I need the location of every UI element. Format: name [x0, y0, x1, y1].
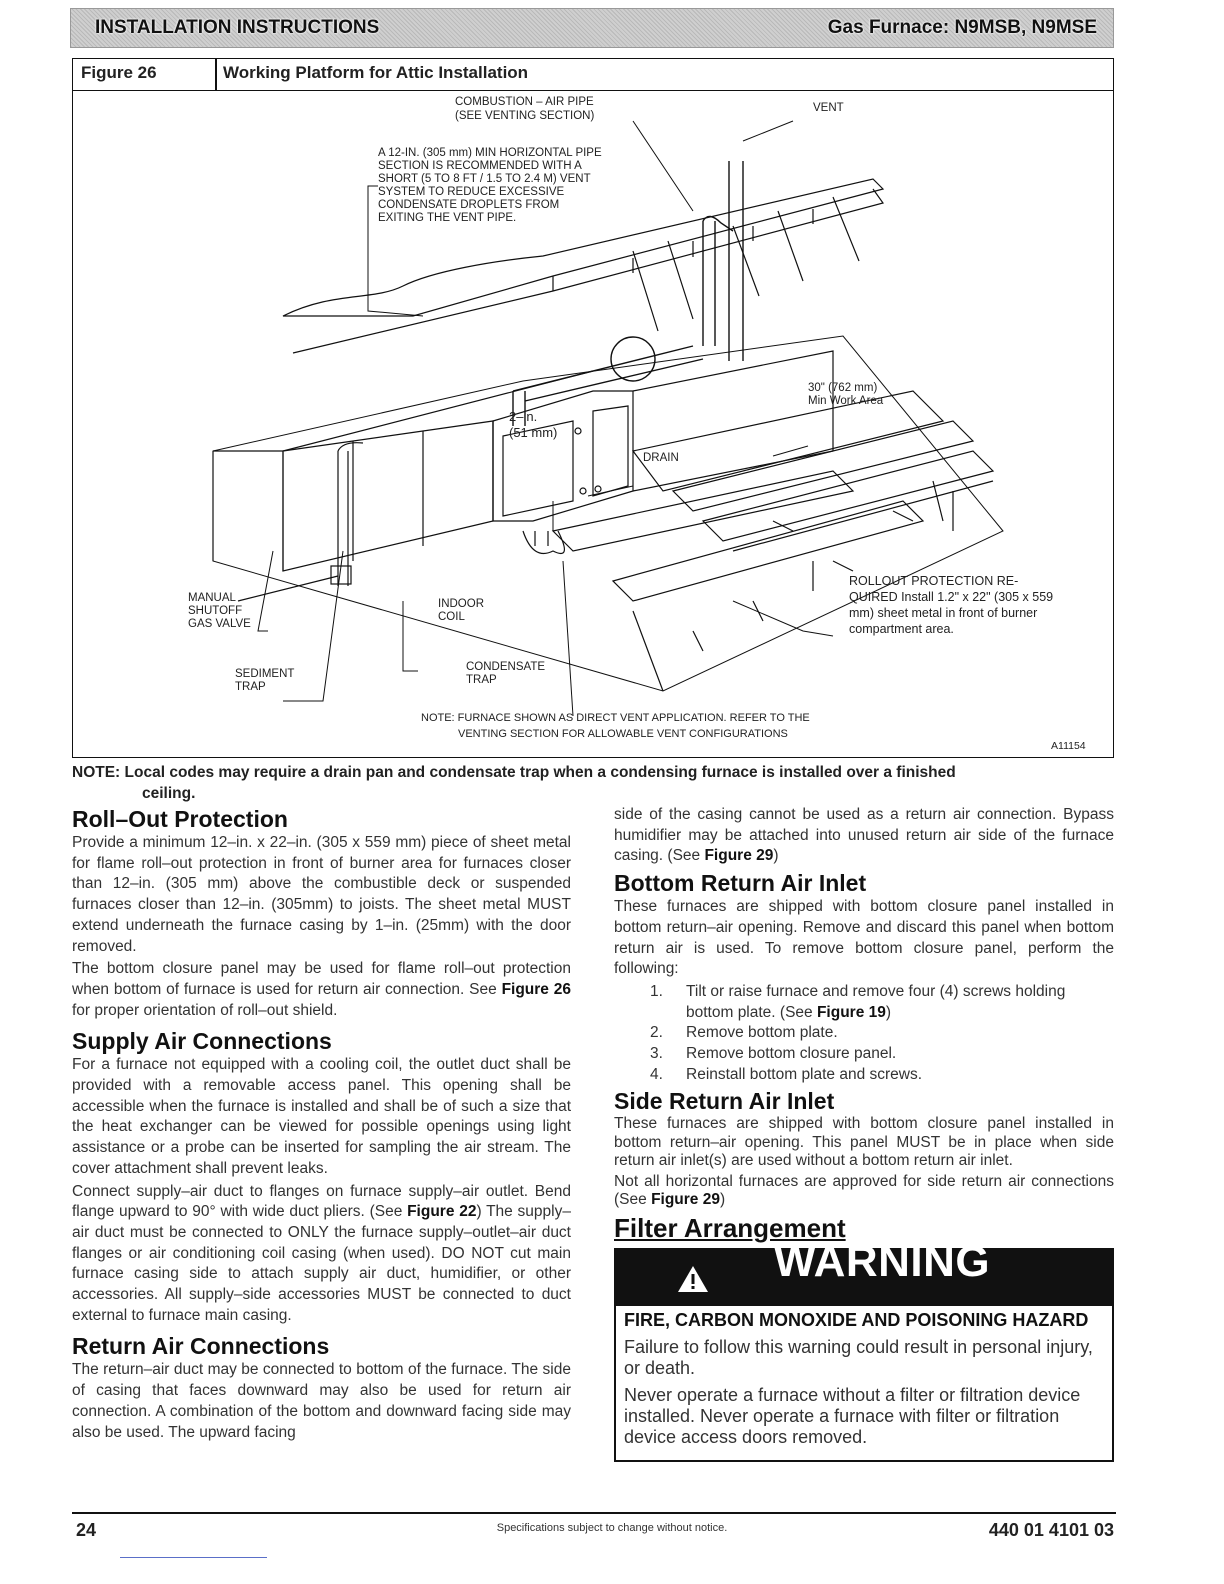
diagram-labels	[188, 96, 1086, 752]
label-clearance-1: 2–in.	[509, 409, 538, 424]
side-return-paragraph-1: These furnaces are shipped with bottom closure panel installed in bottom return–air opening. This panel MUST be in place when side return air inlet(s) are used without a bottom return air inlet.	[614, 1115, 1114, 1170]
footer-rule	[72, 1512, 1116, 1514]
note-line-1: Local codes may require a drain pan and condensate trap when a condensing furnace is installed over a finished	[124, 764, 956, 781]
note-prefix: NOTE:	[72, 764, 121, 781]
label-work-area: Min Work Area	[808, 395, 884, 407]
warning-hazard: FIRE, CARBON MONOXIDE AND POISONING HAZARD	[624, 1309, 1089, 1330]
warning-title: WARNING	[774, 1236, 991, 1286]
bottom-return-paragraph: These furnaces are shipped with bottom closure panel installed in bottom return–air opening. Remove and discard this panel when bottom return air is used. To remove bottom closure panel, perform the following:	[614, 898, 1114, 978]
gas-pipe	[238, 443, 363, 601]
indoor-coil-duct	[283, 421, 493, 571]
label-horizontal-pipe-4: SYSTEM TO REDUCE EXCESSIVE	[378, 186, 565, 198]
note-line-2: ceiling.	[142, 785, 196, 802]
figure-number: Figure 26	[81, 63, 157, 82]
label-see-venting: (SEE VENTING SECTION)	[455, 110, 595, 122]
supply-paragraph-2: Connect supply–air duct to flanges on furnace supply–air outlet. Bend flange upward to 90° with wide duct pliers. (See Figure 22) The supply–air duct must be connected to ONLY the furnace supply–outlet–air duct flanges or air conditioning coil casing (when used). DO NOT cut main furnace casing side to attach supply air duct, humidifier, or other accessories. All supply–side accessories MUST be connected to duct external to furnace main casing.	[72, 1182, 571, 1324]
label-horizontal-pipe-6: EXITING THE VENT PIPE.	[378, 212, 517, 224]
label-sediment-1: SEDIMENT	[235, 668, 295, 680]
label-combustion-air-pipe: COMBUSTION – AIR PIPE	[455, 96, 594, 108]
label-drain: DRAIN	[643, 452, 679, 464]
warning-header	[616, 1236, 1112, 1306]
label-work-area-size: 30" (762 mm)	[808, 382, 878, 394]
label-condensate-2: TRAP	[466, 674, 497, 686]
figure-22-reference: Figure 22	[407, 1203, 477, 1221]
page-number: 24	[76, 1520, 97, 1540]
figure-29-reference: Figure 29	[704, 847, 774, 865]
label-horizontal-pipe-3: SHORT (5 TO 8 FT / 1.5 TO 2.4 M) VENT	[378, 173, 591, 185]
finished-ceiling-note	[72, 762, 1116, 804]
left-column	[72, 805, 571, 1445]
label-horizontal-pipe-2: SECTION IS RECOMMENDED WITH A	[378, 160, 582, 172]
return-paragraph-1: The return–air duct may be connected to bottom of the furnace. The side of casing that faces downward may also be used for return air connection. A combination of the bottom and downward facing side may also be used. The upward facing	[72, 1361, 571, 1441]
footer-note: Specifications subject to change without notice.	[496, 1522, 728, 1534]
label-note-2: VENTING SECTION FOR ALLOWABLE VENT CONFIGURATIONS	[458, 728, 788, 740]
label-rollout-2: QUIRED Install 1.2" x 22" (305 x 559	[849, 590, 1054, 604]
list-item: 4. Reinstall bottom plate and screws.	[650, 1065, 923, 1083]
rollout-heading: Roll–Out Protection	[72, 806, 288, 832]
header-title: INSTALLATION INSTRUCTIONS	[95, 17, 380, 38]
warning-box	[614, 1236, 1114, 1462]
list-item: 3. Remove bottom closure panel.	[650, 1045, 897, 1063]
label-rollout-4: compartment area.	[849, 622, 954, 636]
warning-paragraph-1: Failure to follow this warning could result in personal injury, or death.	[624, 1336, 1093, 1378]
label-rollout-1: ROLLOUT PROTECTION RE-	[849, 574, 1019, 588]
supply-heading: Supply Air Connections	[72, 1028, 332, 1055]
figure-header-divider	[215, 59, 217, 91]
label-horizontal-pipe-1: A 12-IN. (305 mm) MIN HORIZONTAL PIPE	[378, 147, 602, 159]
list-item: 2. Remove bottom plate.	[650, 1024, 838, 1042]
label-note-1: NOTE: FURNACE SHOWN AS DIRECT VENT APPLICATION. REFER TO THE	[421, 712, 810, 724]
label-sediment-2: TRAP	[235, 681, 266, 693]
bottom-return-heading: Bottom Return Air Inlet	[614, 870, 867, 897]
bottom-return-steps	[614, 982, 1114, 1086]
rollout-paragraph-1: Provide a minimum 12–in. x 22–in. (305 x 559 mm) piece of sheet metal for flame roll–out protection in front of burner area for furnaces closer than 12–in. (305 mm) above the combustible deck or suspended furnaces closer than 12–in. (305mm) to joists. The sheet metal MUST extend underneath the furnace casing by 1–in. (25mm) with the door removed.	[72, 834, 571, 955]
side-return-heading: Side Return Air Inlet	[614, 1088, 835, 1115]
header-product: Gas Furnace: N9MSB, N9MSE	[827, 17, 1097, 38]
header-bar	[70, 8, 1114, 48]
roof-rafters	[283, 179, 883, 353]
return-heading: Return Air Connections	[72, 1333, 330, 1360]
figure-title: Working Platform for Attic Installation	[223, 63, 529, 82]
attic-installation-diagram	[73, 91, 1113, 756]
right-column	[614, 805, 1114, 1462]
label-condensate-1: CONDENSATE	[466, 661, 546, 673]
label-gas-valve-2: SHUTOFF	[188, 605, 243, 617]
side-return-paragraph-2: Not all horizontal furnaces are approved for side return air connections (See Figure 29)	[614, 1172, 1114, 1209]
label-horizontal-pipe-5: CONDENSATE DROPLETS FROM	[378, 199, 560, 211]
label-indoor-coil-2: COIL	[438, 611, 465, 623]
supply-paragraph-1: For a furnace not equipped with a cooling coil, the outlet duct shall be provided with a removable access panel. This opening shall be accessible when the furnace is installed and shall be of such a size that the heat exchanger can be viewed for possible openings using light assistance or a probe can be inserted for sampling the air stream. The cover attachment shall prevent leaks.	[72, 1056, 571, 1177]
bottom-link-line	[120, 1557, 267, 1558]
warning-body	[616, 1306, 1112, 1460]
figure-26	[72, 58, 1114, 758]
warning-triangle-icon	[676, 1264, 710, 1294]
label-rollout-3: mm) sheet metal in front of burner	[849, 606, 1038, 620]
filter-arrangement-heading: Filter Arrangement	[614, 1212, 846, 1243]
figure-26-reference: Figure 26	[501, 980, 571, 998]
label-indoor-coil-1: INDOOR	[438, 598, 484, 610]
label-vent: VENT	[813, 102, 844, 114]
label-gas-valve-3: GAS VALVE	[188, 618, 251, 630]
figure-header	[73, 59, 1113, 91]
figure-29-reference-2: Figure 29	[651, 1191, 720, 1209]
label-figure-code: A11154	[1051, 740, 1086, 752]
label-gas-valve-1: MANUAL	[188, 592, 236, 604]
condensate-drain	[523, 531, 564, 554]
warning-paragraph-2: Never operate a furnace without a filter or filtration device installed. Never operate a furnace with filter or filtration device access doors removed.	[624, 1384, 1081, 1447]
label-clearance-2: (51 mm)	[509, 425, 558, 440]
figure-19-reference: Figure 19	[816, 1003, 886, 1021]
document-number: 440 01 4101 03	[988, 1520, 1114, 1540]
return-continued: side of the casing cannot be used as a return air connection. Bypass humidifier may be attached into unused return air side of the furnace casing. (See Figure 29)	[614, 806, 1114, 865]
list-item: 1. Tilt or raise furnace and remove four (4) screws holding bottom plate. (See Figure 19)	[650, 982, 1066, 1021]
rollout-paragraph-2: The bottom closure panel may be used for flame roll–out protection when bottom of furnace is used for return air connection. See Figure 26 for proper orientation of roll–out shield.	[72, 960, 571, 1019]
